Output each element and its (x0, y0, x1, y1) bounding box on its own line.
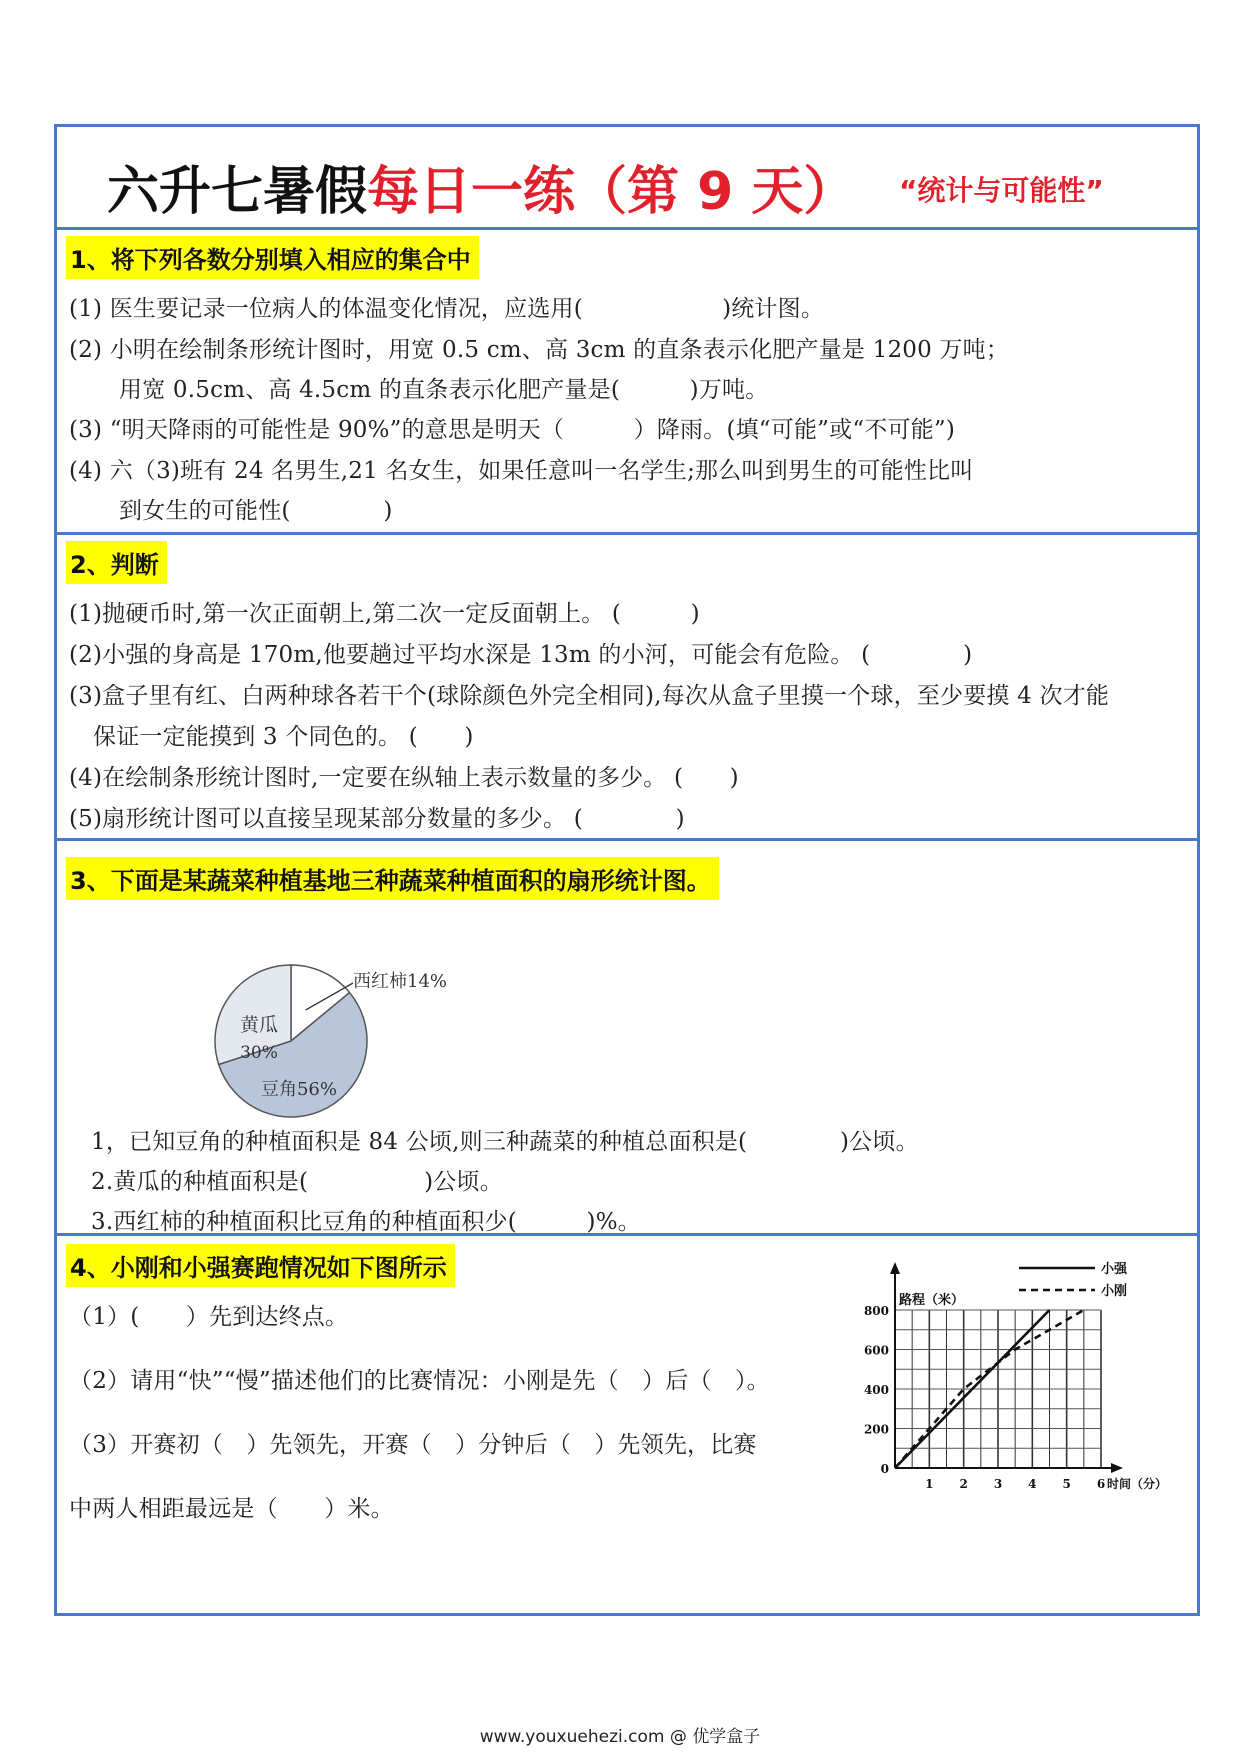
y-tick-label: 600 (863, 1343, 889, 1358)
race-question: （3）开赛初（ ）先领先，开赛（ ）分钟后（ ）先领先，比赛 (69, 1432, 757, 1458)
x-tick-label: 4 (1028, 1477, 1037, 1491)
question-line: 到女生的可能性( ) (119, 498, 393, 524)
x-tick-label: 2 (959, 1477, 968, 1491)
legend-label-小强: 小强 (1101, 1262, 1128, 1277)
y-axis-label: 路程（米） (899, 1293, 965, 1308)
pie-question: 1，已知豆角的种植面积是 84 公顷,则三种蔬菜的种植总面积是( )公顷。 (91, 1129, 919, 1155)
y-tick-label: 800 (863, 1304, 889, 1318)
judge-line: (2)小强的身高是 170m,他要趟过平均水深是 13m 的小河，可能会有危险。 ( ) (69, 642, 973, 668)
y-axis-arrow (890, 1262, 900, 1274)
title-black: 六升七暑假 (107, 162, 368, 222)
section-1 (57, 227, 1197, 535)
y-tick-label: 200 (863, 1422, 889, 1437)
question-line: 用宽 0.5cm、高 4.5cm 的直条表示化肥产量是( )万吨。 (119, 377, 769, 403)
section-4 (57, 1233, 1197, 1613)
y-tick-label: 400 (863, 1383, 889, 1397)
x-tick-label: 3 (993, 1477, 1003, 1491)
section-2-heading: 2、判断 (66, 541, 167, 584)
page-subtitle: “统计与可能性” (899, 174, 1104, 207)
pie-question: 2.黄瓜的种植面积是( )公顷。 (91, 1169, 503, 1195)
section-3 (57, 838, 1197, 1236)
y-tick-label: 0 (880, 1462, 889, 1476)
legend-label-小刚: 小刚 (1101, 1284, 1128, 1299)
section-4-heading: 4、小刚和小强赛跑情况如下图所示 (66, 1244, 455, 1287)
judge-line: 保证一定能摸到 3 个同色的。 ( ) (93, 724, 474, 750)
question-line: (4) 六（3)班有 24 名男生,21 名女生，如果任意叫一名学生;那么叫到男生的可能性比叫 (69, 458, 974, 484)
race-question: 中两人相距最远是（ ）米。 (69, 1496, 394, 1522)
title-red: 每日一练（第 9 天） (367, 162, 856, 222)
question-line: (1) 医生要记录一位病人的体温变化情况，应选用( )统计图。 (69, 296, 825, 322)
x-axis-arrow (1111, 1463, 1123, 1473)
race-line-chart (847, 1248, 1167, 1508)
race-question: （2）请用“快”“慢”描述他们的比赛情况：小刚是先（ ）后（ ）。 (69, 1368, 770, 1394)
x-tick-label: 5 (1062, 1477, 1071, 1491)
judge-line: (5)扇形统计图可以直接呈现某部分数量的多少。 ( ) (69, 806, 685, 832)
section-1-heading: 1、将下列各数分别填入相应的集合中 (66, 236, 479, 279)
judge-line: (1)抛硬币时,第一次正面朝上,第二次一定反面朝上。 ( ) (69, 601, 700, 627)
pie-label-bean: 豆角56% (260, 1079, 338, 1100)
judge-line: (4)在绘制条形统计图时,一定要在纵轴上表示数量的多少。 ( ) (69, 765, 739, 791)
x-axis-label: 时间（分） (1107, 1477, 1167, 1491)
x-tick-label: 1 (925, 1477, 934, 1491)
footer-watermark: www.youxuehezi.com @ 优学盒子 (479, 1727, 761, 1747)
pie-label-cucumber-value: 30% (240, 1043, 278, 1063)
question-line: (2) 小明在绘制条形统计图时，用宽 0.5 cm、高 3cm 的直条表示化肥产量是 1200 万吨； (69, 337, 1010, 363)
x-tick-label: 6 (1096, 1477, 1106, 1491)
section-2 (57, 532, 1197, 841)
race-question: （1）( ）先到达终点。 (69, 1304, 349, 1330)
worksheet-frame (54, 124, 1200, 1616)
question-line: (3) “明天降雨的可能性是 90%”的意思是明天（ ）降雨。(填“可能”或“不可能”) (69, 417, 956, 443)
page-title (107, 149, 855, 224)
section-3-heading: 3、下面是某蔬菜种植基地三种蔬菜种植面积的扇形统计图。 (66, 857, 719, 900)
pie-chart (167, 931, 487, 1131)
pie-label-tomato: 西红柿14% (353, 971, 448, 992)
judge-line: (3)盒子里有红、白两种球各若干个(球除颜色外完全相同),每次从盒子里摸一个球，至少要摸 4 次才能 (69, 683, 1110, 709)
pie-label-cucumber-name: 黄瓜 (239, 1014, 279, 1036)
pie-question: 3.西红柿的种植面积比豆角的种植面积少( )%。 (91, 1209, 641, 1235)
